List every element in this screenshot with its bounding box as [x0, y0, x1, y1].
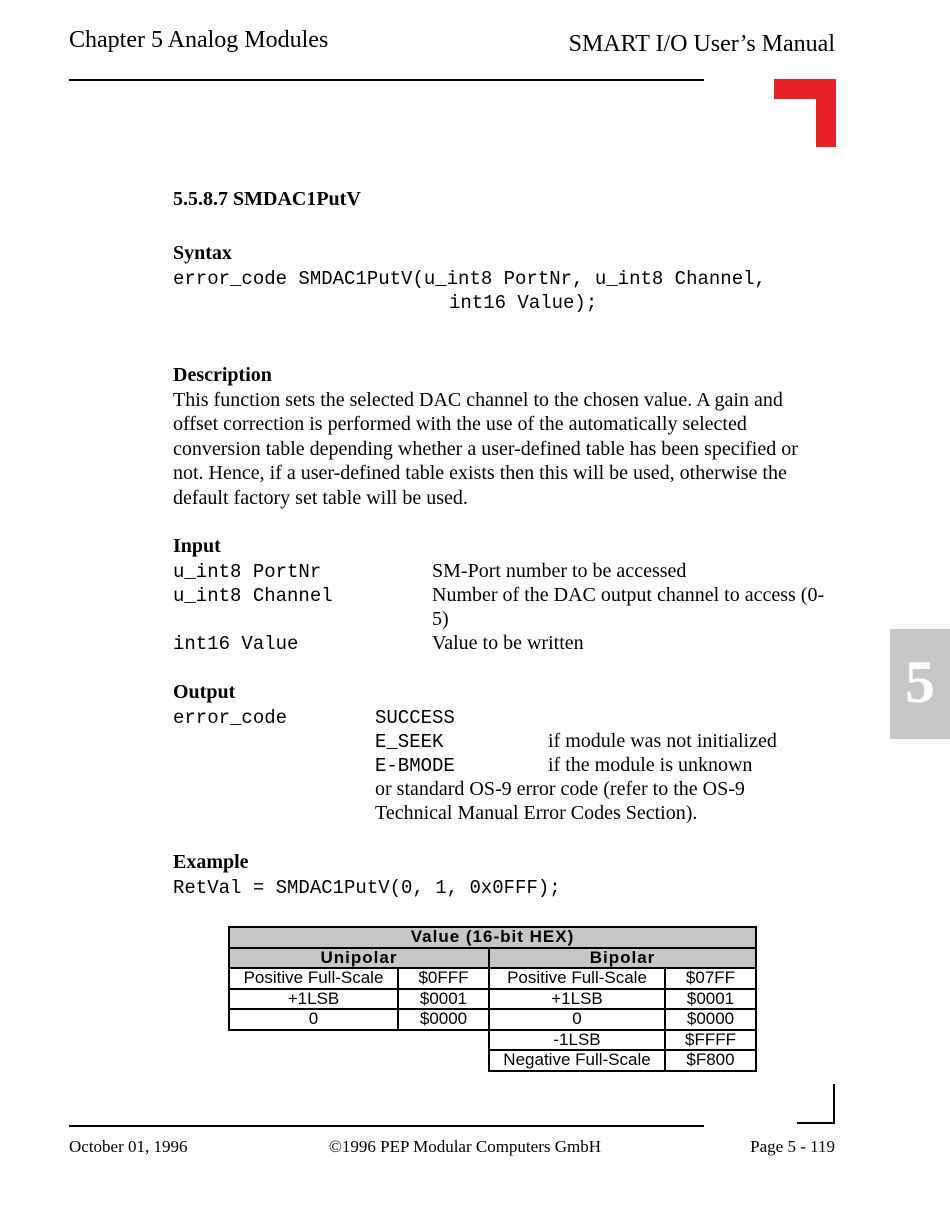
- bipolar-label: Positive Full-Scale: [489, 968, 665, 989]
- bipolar-value: $0001: [665, 989, 756, 1010]
- table-title: Value (16-bit HEX): [229, 927, 756, 948]
- input-desc-portnr: SM-Port number to be accessed: [432, 560, 687, 582]
- bipolar-value: $0000: [665, 1009, 756, 1030]
- bipolar-value: $FFFF: [665, 1030, 756, 1051]
- footer-rule: [69, 1125, 704, 1127]
- input-heading: Input: [173, 535, 221, 557]
- syntax-line-1: error_code SMDAC1PutV(u_int8 PortNr, u_int8 Channel,: [173, 268, 766, 290]
- value-table: [228, 926, 757, 1072]
- output-code-success: SUCCESS: [375, 707, 455, 729]
- input-name-value: int16 Value: [173, 633, 299, 655]
- unipolar-label: Positive Full-Scale: [229, 968, 398, 989]
- chapter-tab[interactable]: [890, 629, 950, 739]
- empty-cell: [229, 1030, 489, 1051]
- chapter-tab-label: 5: [905, 649, 935, 715]
- unipolar-heading: Unipolar: [229, 948, 489, 969]
- syntax-heading: Syntax: [173, 242, 232, 264]
- unipolar-value: $0000: [398, 1009, 489, 1030]
- input-name-channel: u_int8 Channel: [173, 585, 333, 607]
- table-row: [229, 968, 756, 989]
- bottom-corner-mark: [797, 1084, 835, 1124]
- example-code: RetVal = SMDAC1PutV(0, 1, 0x0FFF);: [173, 877, 561, 899]
- output-heading: Output: [173, 681, 236, 703]
- output-name: error_code: [173, 707, 288, 729]
- bipolar-label: -1LSB: [489, 1030, 665, 1051]
- description-heading: Description: [173, 364, 272, 386]
- input-desc-value: Value to be written: [432, 632, 584, 654]
- footer-date: October 01, 1996: [69, 1137, 188, 1156]
- output-code-ebmode: E-BMODE: [375, 755, 455, 777]
- table-row: [229, 1030, 756, 1051]
- unipolar-value: $0FFF: [398, 968, 489, 989]
- bipolar-value: $07FF: [665, 968, 756, 989]
- unipolar-value: $0001: [398, 989, 489, 1010]
- section-title: 5.5.8.7 SMDAC1PutV: [173, 188, 361, 210]
- bipolar-label: Negative Full-Scale: [489, 1050, 665, 1071]
- description-text: This function sets the selected DAC channel to the chosen value. A gain and offset correction is performed with the use of the automatically selected conversion table depending whether a user-defined table has been specified or not. Hence, if a user-defined table exists then this will be used, otherwise the default factory set table will be used.: [173, 389, 798, 509]
- unipolar-label: +1LSB: [229, 989, 398, 1010]
- footer-copyright: ©1996 PEP Modular Computers GmbH: [329, 1137, 602, 1156]
- red-corner-mark: [774, 79, 836, 147]
- output-code-eseek: E_SEEK: [375, 731, 444, 753]
- bipolar-value: $F800: [665, 1050, 756, 1071]
- bipolar-label: 0: [489, 1009, 665, 1030]
- syntax-line-2: int16 Value);: [449, 292, 598, 314]
- table-row: [229, 1009, 756, 1030]
- input-name-portnr: u_int8 PortNr: [173, 561, 322, 583]
- bipolar-heading: Bipolar: [489, 948, 756, 969]
- chapter-title: Chapter 5 Analog Modules: [69, 27, 329, 53]
- unipolar-label: 0: [229, 1009, 398, 1030]
- footer-page-number: Page 5 - 119: [750, 1137, 835, 1156]
- table-row: [229, 989, 756, 1010]
- table-group-row: [229, 948, 756, 969]
- bipolar-label: +1LSB: [489, 989, 665, 1010]
- header-rule: [69, 79, 704, 81]
- empty-cell: [229, 1050, 489, 1071]
- table-title-row: [229, 927, 756, 948]
- output-note: or standard OS-9 error code (refer to the OS-9 Technical Manual Error Codes Section).: [375, 778, 745, 825]
- table-row: [229, 1050, 756, 1071]
- manual-title: SMART I/O User’s Manual: [568, 31, 835, 57]
- example-heading: Example: [173, 851, 249, 873]
- output-desc-ebmode: if the module is unknown: [548, 754, 753, 776]
- input-desc-channel: Number of the DAC output channel to access (0-5): [432, 584, 825, 631]
- output-desc-eseek: if module was not initialized: [548, 730, 777, 752]
